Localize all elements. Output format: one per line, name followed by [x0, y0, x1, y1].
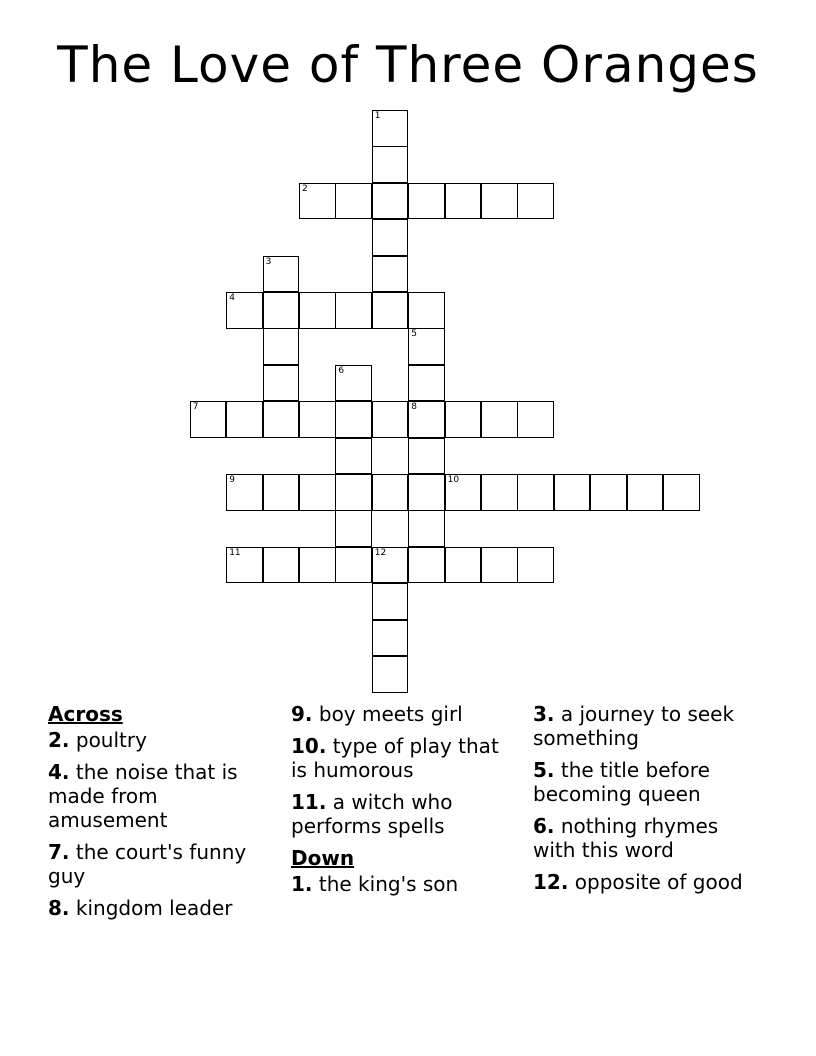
grid-cell[interactable]	[335, 292, 372, 329]
grid-cell[interactable]	[226, 401, 263, 438]
grid-cell[interactable]	[554, 474, 591, 511]
grid-cell[interactable]	[263, 474, 300, 511]
grid-cell[interactable]	[517, 474, 554, 511]
grid-cell[interactable]	[408, 547, 445, 584]
clue-column-2	[291, 702, 513, 904]
grid-cell[interactable]	[299, 547, 336, 584]
grid-cell[interactable]	[408, 183, 445, 220]
clue-number: 5	[411, 329, 417, 340]
grid-cell[interactable]	[481, 401, 518, 438]
grid-cell[interactable]	[372, 656, 409, 693]
grid-cell[interactable]	[372, 110, 409, 147]
grid-cell[interactable]	[190, 401, 227, 438]
grid-cell[interactable]	[372, 474, 409, 511]
grid-cell[interactable]	[372, 620, 409, 657]
clue-item: 6. nothing rhymes with this word	[533, 814, 719, 862]
grid-cell[interactable]	[263, 401, 300, 438]
grid-cell[interactable]	[299, 474, 336, 511]
grid-cell[interactable]	[299, 292, 336, 329]
grid-cell[interactable]	[481, 547, 518, 584]
clue-number: 1	[374, 111, 381, 121]
grid-cell[interactable]	[226, 292, 263, 329]
clue-number: 10	[447, 475, 460, 485]
grid-cell[interactable]	[372, 401, 409, 438]
clue-item: 12. opposite of good	[533, 870, 743, 894]
grid-cell[interactable]	[335, 510, 372, 547]
down-heading: Down	[291, 846, 355, 870]
clue-number: 6	[338, 365, 345, 376]
grid-cell[interactable]	[408, 474, 445, 511]
puzzle-title: The Love of Three Oranges	[57, 36, 759, 94]
grid-cell[interactable]	[263, 547, 300, 584]
grid-cell[interactable]	[663, 474, 700, 511]
grid-cell[interactable]	[372, 583, 409, 620]
grid-cell[interactable]	[481, 474, 518, 511]
grid-cell[interactable]	[445, 401, 482, 438]
clue-item: 3. a journey to seek something	[533, 702, 735, 750]
grid-cell[interactable]	[408, 438, 445, 475]
clue-item: 2. poultry	[48, 728, 147, 752]
grid-cell[interactable]	[408, 292, 445, 329]
grid-cell[interactable]	[263, 292, 300, 329]
grid-cell[interactable]	[517, 547, 554, 584]
grid-cell[interactable]	[226, 474, 263, 511]
grid-cell[interactable]	[299, 183, 336, 220]
clue-number: 11	[229, 547, 241, 558]
grid-cell[interactable]	[408, 365, 445, 402]
grid-cell[interactable]	[335, 183, 372, 220]
grid-cell[interactable]	[335, 365, 372, 402]
grid-cell[interactable]	[372, 547, 409, 584]
grid-cell[interactable]	[335, 547, 372, 584]
clue-item: 4. the noise that is made from amusement	[48, 760, 238, 832]
clue-column-3	[533, 702, 755, 902]
grid-cell[interactable]	[299, 401, 336, 438]
clue-number: 4	[229, 293, 235, 303]
grid-cell[interactable]	[372, 256, 409, 293]
grid-cell[interactable]	[481, 183, 518, 220]
grid-cell[interactable]	[517, 183, 554, 220]
clue-item: 1. the king's son	[291, 872, 459, 896]
clue-item: 11. a witch who performs spells	[291, 790, 453, 838]
clue-number: 3	[265, 256, 272, 267]
clue-item: 8. kingdom leader	[48, 896, 233, 920]
grid-cell[interactable]	[372, 146, 409, 183]
clue-number: 2	[302, 183, 308, 194]
grid-cell[interactable]	[372, 219, 409, 256]
clue-number: 12	[374, 547, 387, 558]
grid-cell[interactable]	[590, 474, 627, 511]
grid-cell[interactable]	[335, 438, 372, 475]
clue-number: 9	[229, 475, 235, 485]
grid-cell[interactable]	[408, 510, 445, 547]
grid-cell[interactable]	[372, 183, 409, 220]
grid-cell[interactable]	[517, 401, 554, 438]
grid-cell[interactable]	[263, 365, 300, 402]
grid-cell[interactable]	[408, 328, 445, 365]
clue-item: 5. the title before becoming queen	[533, 758, 710, 806]
clue-number: 8	[411, 402, 417, 413]
grid-cell[interactable]	[445, 474, 482, 511]
clue-item: 9. boy meets girl	[291, 702, 463, 726]
grid-cell[interactable]	[445, 183, 482, 220]
clue-item: 7. the court's funny guy	[48, 840, 247, 888]
grid-cell[interactable]	[335, 474, 372, 511]
clue-column-1	[48, 702, 270, 928]
grid-cell[interactable]	[627, 474, 664, 511]
grid-cell[interactable]	[408, 401, 445, 438]
grid-cell[interactable]	[372, 292, 409, 329]
grid-cell[interactable]	[263, 328, 300, 365]
grid-cell[interactable]	[335, 401, 372, 438]
grid-cell[interactable]	[263, 256, 300, 293]
clue-number: 7	[192, 402, 199, 413]
across-heading: Across	[48, 702, 123, 726]
grid-cell[interactable]	[226, 547, 263, 584]
clue-item: 10. type of play that is humorous	[291, 734, 499, 782]
grid-cell[interactable]	[445, 547, 482, 584]
